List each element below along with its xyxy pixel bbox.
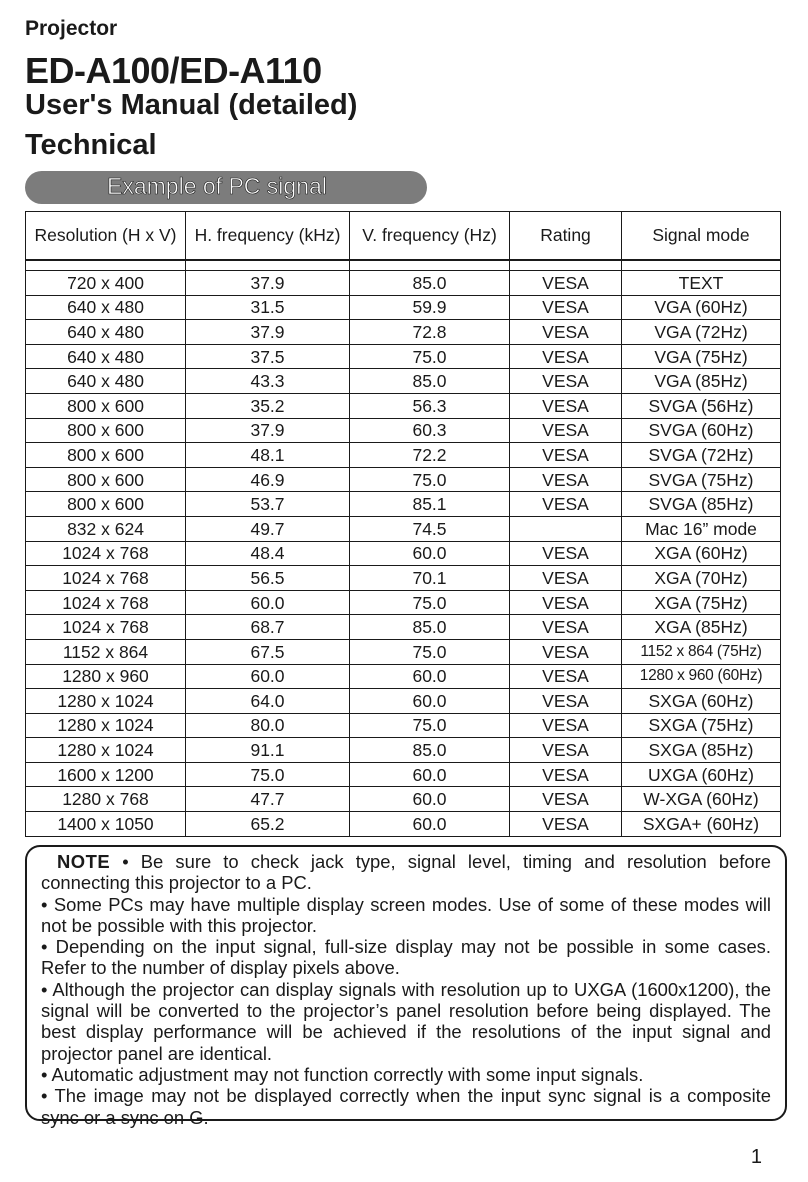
table-cell: 1152 x 864 [26,639,186,664]
note-item: • Depending on the input signal, full-size display may not be possible in some cases. Refer to the number of display pixels above. [41,936,771,979]
table-cell: 85.0 [350,738,510,763]
table-cell: 1152 x 864 (75Hz) [622,639,781,664]
subsection-banner [25,171,427,204]
table-cell: 60.0 [350,787,510,812]
table-cell: 1280 x 768 [26,787,186,812]
table-cell: 1280 x 960 (60Hz) [622,664,781,689]
table-cell: 1280 x 1024 [26,738,186,763]
table-row [26,541,781,566]
table-cell: 49.7 [186,516,350,541]
table-cell: 1024 x 768 [26,615,186,640]
table-cell: 1280 x 1024 [26,689,186,714]
table-row [26,369,781,394]
table-cell: 37.5 [186,344,350,369]
table-cell: XGA (70Hz) [622,566,781,591]
table-cell: SVGA (85Hz) [622,492,781,517]
table-cell: 48.1 [186,443,350,468]
table-cell: VESA [510,418,622,443]
table-row [26,516,781,541]
table-cell: VESA [510,738,622,763]
table-cell: VESA [510,590,622,615]
manual-title: User's Manual (detailed) [25,89,358,121]
pc-signal-table [25,211,781,837]
note-item: • Although the projector can display signals with resolution up to UXGA (1600x1200), the signal will be converted to the projector’s panel resolution before being displayed. The best display performance will be achieved if the resolutions of the input signal and projector panel are identical. [41,978,771,1064]
table-row [26,664,781,689]
table-cell: 46.9 [186,467,350,492]
table-row [26,812,781,837]
table-row [26,492,781,517]
table-cell: 70.1 [350,566,510,591]
table-cell: 68.7 [186,615,350,640]
table-cell: 800 x 600 [26,492,186,517]
table-cell: 1024 x 768 [26,541,186,566]
table-cell: VESA [510,443,622,468]
table-cell: 1600 x 1200 [26,762,186,787]
table-cell: SVGA (56Hz) [622,393,781,418]
table-cell: VESA [510,787,622,812]
table-header-row [26,212,781,261]
table-cell: VESA [510,689,622,714]
table-cell: VESA [510,713,622,738]
table-cell: SVGA (75Hz) [622,467,781,492]
table-cell: XGA (85Hz) [622,615,781,640]
table-row [26,566,781,591]
table-cell: VESA [510,664,622,689]
table-cell: 75.0 [350,590,510,615]
table-row [26,443,781,468]
table-cell: 37.9 [186,271,350,296]
table-cell: 37.9 [186,418,350,443]
table-cell: 60.3 [350,418,510,443]
column-header: Rating [510,212,622,261]
table-cell: 65.2 [186,812,350,837]
table-cell: VESA [510,320,622,345]
table-cell: VESA [510,615,622,640]
table-cell: 800 x 600 [26,443,186,468]
table-cell: SXGA (60Hz) [622,689,781,714]
product-label: Projector [25,17,118,40]
table-cell: 64.0 [186,689,350,714]
table-body [26,260,781,836]
table-row [26,271,781,296]
table-cell: 1280 x 1024 [26,713,186,738]
table-cell: 1280 x 960 [26,664,186,689]
table-cell: 800 x 600 [26,467,186,492]
table-cell: 75.0 [350,713,510,738]
table-cell: VESA [510,541,622,566]
table-cell: 60.0 [186,590,350,615]
table-cell: 720 x 400 [26,271,186,296]
table-cell: 75.0 [186,762,350,787]
table-cell: 75.0 [350,639,510,664]
table-cell: 640 x 480 [26,295,186,320]
table-cell: 67.5 [186,639,350,664]
table-row [26,590,781,615]
table-cell: 75.0 [350,467,510,492]
table-cell: VESA [510,271,622,296]
table-cell: 85.0 [350,615,510,640]
table-cell: VESA [510,393,622,418]
table-cell: VGA (60Hz) [622,295,781,320]
note-item: • Some PCs may have multiple display screen modes. Use of some of these modes will not be possible with this projector. [41,893,771,936]
table-cell: 832 x 624 [26,516,186,541]
table-cell: SVGA (72Hz) [622,443,781,468]
table-cell: SXGA (85Hz) [622,738,781,763]
table-row [26,418,781,443]
table-cell: UXGA (60Hz) [622,762,781,787]
table-cell: 60.0 [186,664,350,689]
table-cell: 91.1 [186,738,350,763]
table-cell: Mac 16” mode [622,516,781,541]
table-spacer-row [26,260,781,271]
table-cell: VESA [510,295,622,320]
table-cell: 640 x 480 [26,344,186,369]
table-cell: 59.9 [350,295,510,320]
table-row [26,713,781,738]
column-header: Signal mode [622,212,781,261]
table-cell: 74.5 [350,516,510,541]
table-cell: 800 x 600 [26,418,186,443]
table-cell [510,516,622,541]
table-cell: 43.3 [186,369,350,394]
table-row [26,467,781,492]
column-header: V. frequency (Hz) [350,212,510,261]
table-cell: 60.0 [350,541,510,566]
table-cell: VGA (85Hz) [622,369,781,394]
table-cell: 60.0 [350,812,510,837]
table-cell: VESA [510,492,622,517]
note-item: • Automatic adjustment may not function correctly with some input signals. [41,1063,644,1085]
table-cell: 47.7 [186,787,350,812]
table-cell: 56.3 [350,393,510,418]
note-box [25,845,787,1128]
table-cell: TEXT [622,271,781,296]
table-cell: 31.5 [186,295,350,320]
table-cell: 640 x 480 [26,369,186,394]
column-header: Resolution (H x V) [26,212,186,261]
table-cell: XGA (75Hz) [622,590,781,615]
table-cell: 800 x 600 [26,393,186,418]
table-cell: 1400 x 1050 [26,812,186,837]
table-row [26,787,781,812]
table-cell: 1024 x 768 [26,590,186,615]
note-label: NOTE [57,851,111,872]
table-cell: 85.0 [350,369,510,394]
table-cell: 85.0 [350,271,510,296]
table-cell: VESA [510,566,622,591]
table-row [26,344,781,369]
table-cell: 48.4 [186,541,350,566]
table-cell: 37.9 [186,320,350,345]
table-cell: 56.5 [186,566,350,591]
table-cell: 640 x 480 [26,320,186,345]
note-item [41,851,771,894]
table-cell: SXGA+ (60Hz) [622,812,781,837]
table-row [26,295,781,320]
table-cell: SVGA (60Hz) [622,418,781,443]
table-cell: 72.8 [350,320,510,345]
subsection-title: Example of PC signal [107,173,327,199]
table-cell: SXGA (75Hz) [622,713,781,738]
page-number: 1 [750,1146,762,1168]
table-row [26,393,781,418]
table-cell: VGA (75Hz) [622,344,781,369]
table-row [26,615,781,640]
table-row [26,320,781,345]
table-cell: 60.0 [350,762,510,787]
table-row [26,738,781,763]
table-row [26,689,781,714]
table-cell: 35.2 [186,393,350,418]
table-cell: VESA [510,344,622,369]
table-cell: VESA [510,369,622,394]
table-row [26,762,781,787]
table-cell: W-XGA (60Hz) [622,787,781,812]
table-cell: 53.7 [186,492,350,517]
table-cell: XGA (60Hz) [622,541,781,566]
table-cell: 80.0 [186,713,350,738]
table-row [26,639,781,664]
table-cell: VGA (72Hz) [622,320,781,345]
model-title: ED-A100/ED-A110 [25,50,322,91]
table-cell: 75.0 [350,344,510,369]
table-cell: VESA [510,812,622,837]
note-item: • The image may not be displayed correctly when the input sync signal is a composite sync or a sync on G. [41,1085,771,1128]
table-cell: 60.0 [350,689,510,714]
table-cell: 85.1 [350,492,510,517]
column-header: H. frequency (kHz) [186,212,350,261]
table-cell: VESA [510,639,622,664]
table-cell: VESA [510,762,622,787]
table-cell: 72.2 [350,443,510,468]
table-cell: VESA [510,467,622,492]
table-cell: 60.0 [350,664,510,689]
section-title: Technical [25,129,157,161]
note-item-text: • Be sure to check jack type, signal level, timing and resolution before connecting this projector to a PC. [41,851,771,894]
table-cell: 1024 x 768 [26,566,186,591]
